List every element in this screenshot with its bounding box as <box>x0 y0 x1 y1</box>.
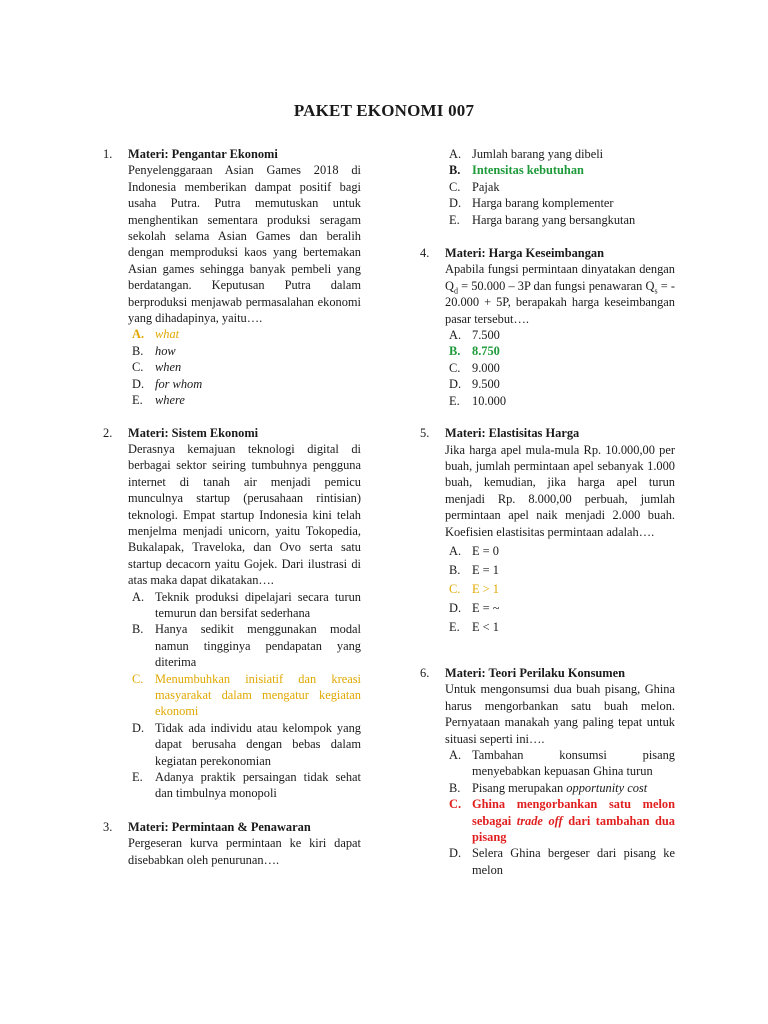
option-text: for whom <box>155 376 203 391</box>
option-letter: E. <box>449 212 460 227</box>
question-stem: Pergeseran kurva permintaan ke kiri dapat disebabkan oleh penurunan…. <box>128 836 361 867</box>
question-3 <box>103 819 361 868</box>
option-letter: B. <box>449 780 461 795</box>
option-d <box>128 720 361 769</box>
question-topic: Materi: Teori Perilaku Konsumen <box>445 665 625 680</box>
option-letter: C. <box>132 671 144 686</box>
option-c <box>128 359 361 375</box>
option-a <box>445 146 675 162</box>
option-c <box>445 179 675 195</box>
option-letter: D. <box>449 377 462 392</box>
option-text: Ghina mengorbankan satu melon sebagai trade off dari tambahan dua pisang <box>472 797 676 844</box>
option-text: where <box>155 393 185 408</box>
option-letter: D. <box>449 846 462 861</box>
option-letter: A. <box>449 747 462 762</box>
question-number: 2. <box>103 425 113 440</box>
question-number: 4. <box>420 246 430 261</box>
option-letter: B. <box>449 344 461 359</box>
option-text: Hanya sedikit menggunakan modal namun tingginya pendapatan yang diterima <box>155 622 361 670</box>
option-text: 9.500 <box>472 377 500 392</box>
question-2 <box>103 425 361 802</box>
option-a <box>445 747 675 780</box>
option-c <box>128 671 361 720</box>
question-3-options <box>420 146 675 228</box>
option-letter: A. <box>132 589 145 604</box>
option-letter: B. <box>449 163 461 178</box>
option-text: how <box>155 343 176 358</box>
option-text: E > 1 <box>472 581 499 596</box>
option-text: Jumlah barang yang dibeli <box>472 147 604 161</box>
option-text: Tidak ada individu atau kelompok yang dapat berusaha dengan bebas dalam kegiatan perekonomian <box>155 720 361 768</box>
option-list <box>445 747 675 878</box>
option-text: Tambahan konsumsi pisang menyebabkan kepuasan Ghina turun <box>472 747 675 779</box>
option-letter: C. <box>449 360 461 375</box>
option-e <box>445 618 675 637</box>
question-5 <box>420 425 675 637</box>
option-d <box>445 599 675 618</box>
option-letter: D. <box>449 196 462 211</box>
option-list <box>445 542 675 637</box>
option-letter: E. <box>449 619 460 634</box>
option-letter: A. <box>449 147 462 161</box>
option-letter: A. <box>132 327 145 342</box>
option-e <box>128 392 361 408</box>
option-b <box>128 621 361 670</box>
option-text: when <box>155 360 182 375</box>
question-topic: Materi: Harga Keseimbangan <box>445 246 604 261</box>
option-letter: D. <box>449 600 462 615</box>
option-text: Harga barang yang bersangkutan <box>472 212 636 227</box>
option-text: E = ~ <box>472 600 500 615</box>
option-c <box>445 360 675 376</box>
option-text: Harga barang komplementer <box>472 196 614 211</box>
option-text: 10.000 <box>472 393 507 408</box>
question-number: 6. <box>420 665 430 680</box>
option-letter: C. <box>449 179 461 194</box>
option-letter: C. <box>449 797 462 812</box>
option-text: Intensitas kebutuhan <box>472 163 584 178</box>
question-stem: Derasnya kemajuan teknologi digital di berbagai sektor seiring tumbuhnya pengguna internet di tanah air menjadi pemicu munculnya startup (perusahaan rintisian) teknologi. Empat startup Indonesia kini telah menjelma menjadi unicorn, yaitu Tokopedia, Bukalapak, Traveloka, dan Ovo serta satu startup decacorn yaitu Gojek. Dari ilustrasi di atas maka dapat dikatakan…. <box>128 441 361 588</box>
option-b <box>445 162 675 178</box>
question-1 <box>103 146 361 409</box>
option-list <box>445 327 675 409</box>
option-letter: B. <box>132 622 144 637</box>
right-column <box>420 146 675 878</box>
option-text: E = 0 <box>472 543 499 558</box>
option-a <box>445 542 675 561</box>
option-text: Pajak <box>472 179 500 194</box>
option-e <box>445 212 675 228</box>
option-list <box>128 589 361 802</box>
option-letter: C. <box>132 360 144 375</box>
option-text: Selera Ghina bergeser dari pisang ke melon <box>472 846 675 877</box>
option-b <box>445 343 675 359</box>
option-c <box>445 796 675 845</box>
option-b <box>445 780 675 796</box>
option-text: 9.000 <box>472 360 500 375</box>
question-topic: Materi: Sistem Ekonomi <box>128 425 259 440</box>
option-letter: E. <box>132 770 143 785</box>
option-a <box>445 327 675 343</box>
option-d <box>445 376 675 392</box>
option-letter: C. <box>449 581 461 596</box>
option-list <box>128 326 361 408</box>
question-topic: Materi: Pengantar Ekonomi <box>128 147 278 161</box>
option-text: Menumbuhkan inisiatif dan kreasi masyarakat dalam mengatur kegiatan ekonomi <box>155 671 361 719</box>
option-letter: E. <box>449 393 460 408</box>
option-text: Adanya praktik persaingan tidak sehat dan timbulnya monopoli <box>155 770 361 801</box>
option-b <box>128 343 361 359</box>
option-text: 7.500 <box>472 328 500 343</box>
option-b <box>445 561 675 580</box>
option-c <box>445 580 675 599</box>
question-6 <box>420 665 675 878</box>
question-topic: Materi: Permintaan & Penawaran <box>128 819 311 834</box>
document-title: PAKET EKONOMI 007 <box>293 101 475 120</box>
option-text: E < 1 <box>472 619 499 634</box>
option-letter: D. <box>132 376 145 391</box>
option-text: Teknik produksi dipelajari secara turun temurun dan bersifat sederhana <box>155 589 361 620</box>
option-letter: A. <box>449 543 462 558</box>
option-a <box>128 589 361 622</box>
option-d <box>128 376 361 392</box>
question-number: 3. <box>103 819 113 834</box>
option-letter: B. <box>449 562 461 577</box>
question-number: 5. <box>420 426 430 441</box>
option-a <box>128 326 361 342</box>
question-stem: Untuk mengonsumsi dua buah pisang, Ghina harus mengorbankan satu buah melon. Pernyataan manakah yang paling tepat untuk situasi seperti ini…. <box>445 682 675 746</box>
question-stem: Apabila fungsi permintaan dinyatakan dengan $Q_d = 50.000 - 3P$ dan fungsi penawaran $Q_s$ = - 20.000 + 5P, berapakah harga keseimbangan pasar tersebut…. <box>445 262 675 326</box>
question-topic: Materi: Elastisitas Harga <box>445 426 580 441</box>
left-column <box>103 146 361 868</box>
option-letter: D. <box>132 720 145 735</box>
option-d <box>445 195 675 211</box>
option-text: Pisang merupakan opportunity cost <box>472 780 648 795</box>
option-d <box>445 845 675 878</box>
question-number: 1. <box>103 147 113 161</box>
question-stem: Jika harga apel mula-mula Rp. 10.000,00 per buah, jumlah permintaan apel sebanyak 1.000 buah, kemudian, jika harga apel turun menjadi Rp. 8.000,00 perbuah, jumlah permintaan apel naik menjadi 2.000 buah. Koefisien elastisitas permintaan adalah…. <box>445 442 675 539</box>
option-letter: A. <box>449 328 462 343</box>
option-letter: E. <box>132 393 143 408</box>
option-text: E = 1 <box>472 562 499 577</box>
question-stem: Penyelenggaraan Asian Games 2018 di Indonesia memberikan dampat positif bagi usaha Putra. Putra memutuskan untuk menghentikan sementara produksi seragam sekolah selama Asian Games dan beralih dengan memproduksi kaos yang bertemakan Asian games sehingga banyak pembeli yang berdatangan. Keputusan Putra dalam berproduksi menjawab permasalahan ekonomi yang dihadapinya, yaitu…. <box>128 163 361 326</box>
option-letter: B. <box>132 343 144 358</box>
option-text: 8.750 <box>472 344 500 359</box>
option-e <box>445 393 675 409</box>
option-e <box>128 769 361 802</box>
question-4 <box>420 245 675 409</box>
option-text: what <box>155 327 180 342</box>
